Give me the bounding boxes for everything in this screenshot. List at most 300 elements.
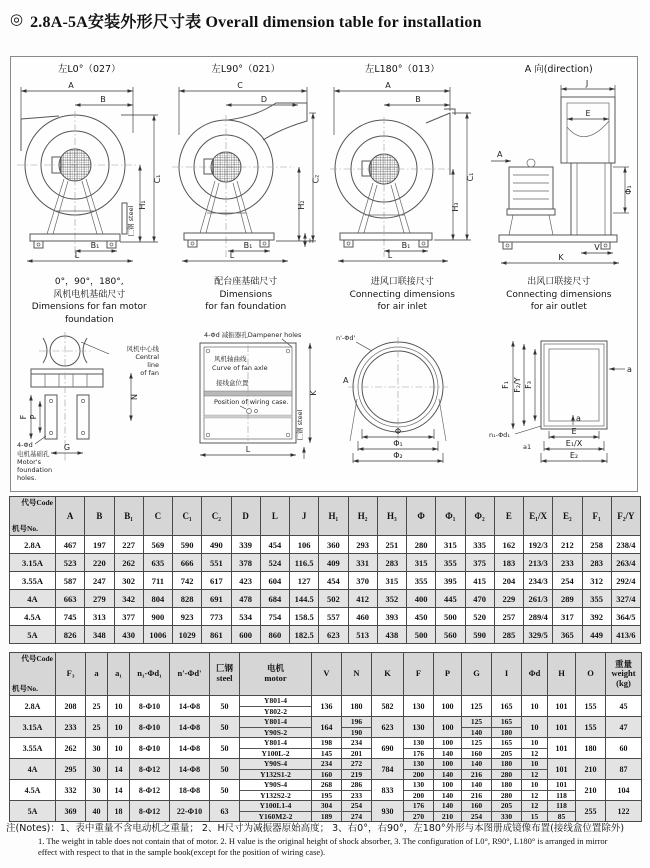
motor-holes-label: 电机基础孔	[17, 450, 50, 458]
stacked-values	[522, 780, 547, 800]
table2-cell: 60	[606, 738, 642, 759]
stacked-values	[462, 801, 491, 821]
column-header-line: H₂	[357, 510, 368, 521]
table1-cell: 283	[377, 554, 406, 572]
column-header-line: J	[301, 510, 307, 521]
stacked-value: 130	[412, 759, 425, 768]
table2-cell	[312, 759, 342, 780]
table2-cell: 22-Φ10	[170, 801, 210, 822]
table1-cell: 315	[407, 554, 436, 572]
table2-cell	[548, 801, 576, 822]
table1-cell: 327/4	[611, 590, 640, 608]
dim-label: A	[496, 150, 503, 159]
table1-column-header	[173, 497, 202, 536]
table2-cell	[492, 738, 522, 759]
table1-cell: 247	[85, 572, 114, 590]
column-header-line: Φd	[528, 668, 541, 679]
table1-cell: 212	[553, 536, 582, 554]
drawing-cell-A-direction	[481, 57, 638, 269]
table2-cell	[434, 780, 462, 801]
table2-cell: 165	[492, 696, 522, 717]
table1-cell: 106	[290, 536, 319, 554]
table1-row-code: 4.5A	[10, 608, 56, 626]
table2-cell	[404, 738, 434, 759]
column-header-line: weight	[611, 668, 636, 679]
motor-holes-label: 4-Φd	[17, 441, 33, 449]
table1-cell: 445	[436, 590, 465, 608]
stacked-value: 234	[350, 738, 363, 747]
dim-label: L	[75, 251, 80, 260]
table2-cell	[548, 780, 576, 801]
table1-cell: 197	[85, 536, 114, 554]
table2-row-code: 3.15A	[10, 717, 56, 738]
stacked-value: 304	[320, 801, 333, 810]
table2-cell: 14	[108, 759, 130, 780]
table1-column-header	[407, 497, 436, 536]
table2-cell	[342, 780, 372, 801]
stacked-value: 140	[434, 748, 461, 759]
stacked-value: 12	[522, 769, 547, 780]
table2-column-header	[434, 653, 462, 696]
table1-cell: 590	[173, 536, 202, 554]
caption-row	[11, 269, 637, 329]
table1-cell: 860	[260, 626, 289, 644]
table1-cell: 467	[56, 536, 85, 554]
table2-cell: 582	[372, 696, 404, 717]
table2-cell	[522, 759, 548, 780]
notes	[6, 820, 646, 857]
table1-cell: 826	[56, 626, 85, 644]
stacked-value: 234	[320, 759, 333, 768]
stacked-value: 15	[522, 811, 547, 822]
table1-cell: 317	[553, 608, 582, 626]
table2-cell: 8-Φ12	[130, 780, 170, 801]
stacked-values	[492, 780, 521, 800]
table2-column-header	[342, 653, 372, 696]
table1-cell: 302	[114, 572, 143, 590]
table1-column-header	[436, 497, 465, 536]
stacked-values	[434, 801, 461, 821]
dim-label: F	[19, 414, 29, 420]
table2-row	[10, 696, 642, 717]
table1-cell: 449	[582, 626, 611, 644]
table2-column-header	[404, 653, 434, 696]
stacked-values	[404, 759, 433, 779]
page-title-text: 2.8A-5A安装外形尺寸表 Overall dimension table for installation	[30, 14, 482, 31]
table2-cell: 690	[372, 738, 404, 759]
table2-cell	[492, 801, 522, 822]
table2-cell	[434, 759, 462, 780]
table1-cell: 158.5	[290, 608, 319, 626]
table1-row-code: 2.8A	[10, 536, 56, 554]
corner-no-label: 机号No.	[12, 523, 39, 533]
stacked-value: 180	[492, 727, 521, 738]
table2-cell: 45	[606, 696, 642, 717]
stacked-values	[434, 780, 461, 800]
stacked-value: Y160M2-2	[240, 811, 311, 822]
table1-cell: 478	[231, 590, 260, 608]
table1-cell: 192/3	[524, 536, 553, 554]
table1-cell: 861	[202, 626, 231, 644]
stacked-values	[240, 759, 311, 779]
drawings-panel	[10, 56, 638, 492]
column-header-line: 匚钢	[215, 663, 233, 674]
table1-cell: 617	[202, 572, 231, 590]
table1-cell: 454	[319, 572, 348, 590]
stacked-value: 130	[412, 738, 425, 747]
steel-label: 匚钢 steel	[295, 409, 304, 441]
table1-cell: 285	[494, 626, 523, 644]
table1-cell: 409	[319, 554, 348, 572]
stacked-values	[342, 780, 371, 800]
table1-cell: 342	[114, 590, 143, 608]
column-header-line: K	[384, 668, 391, 679]
table2-cell	[434, 738, 462, 759]
stacked-value: Y801-4	[264, 738, 287, 747]
caption-line: Dimensions for fan motor foundation	[31, 302, 147, 325]
table1-cell: 413/6	[611, 626, 640, 644]
dim-label: D	[260, 95, 267, 104]
table1-cell: 329/5	[524, 626, 553, 644]
dim-label: C	[236, 81, 243, 90]
caption-line: 出风口联接尺寸	[527, 277, 591, 287]
stacked-value: 286	[350, 780, 363, 789]
drawing-title-L90: 左L90°（021）	[211, 64, 281, 75]
stacked-value: 190	[342, 727, 371, 738]
column-header-line: H	[558, 668, 565, 679]
table1-row	[10, 554, 641, 572]
stacked-value: 270	[404, 811, 433, 822]
table2-cell	[462, 780, 492, 801]
column-header-line: Φ₂	[474, 510, 485, 521]
inlet-holes-label: n'-Φd'	[336, 334, 356, 342]
stacked-values	[522, 738, 547, 758]
table1-row-code: 3.55A	[10, 572, 56, 590]
centerline-label: 风机中心线	[126, 345, 160, 353]
table1-cell: 395	[436, 572, 465, 590]
table1-cell: 590	[465, 626, 494, 644]
drawings-row-2	[11, 329, 637, 489]
table1-column-header	[611, 497, 640, 536]
table2-cell: 784	[372, 759, 404, 780]
stacked-values	[462, 759, 491, 779]
table1-cell: 262	[114, 554, 143, 572]
table2-row	[10, 717, 642, 738]
table2-cell: 262	[56, 738, 86, 759]
dim-label: F₁	[500, 381, 510, 389]
page-title	[0, 0, 650, 32]
stacked-value: 12	[530, 801, 539, 810]
table2-row-code: 5A	[10, 801, 56, 822]
table1-cell: 604	[260, 572, 289, 590]
table2-cell	[522, 738, 548, 759]
table2-cell: 100	[434, 696, 462, 717]
table1-cell: 261/3	[524, 590, 553, 608]
dim-label: L	[229, 251, 234, 260]
drawing-cell-air-inlet	[324, 329, 481, 489]
table2-cell: 136	[312, 696, 342, 717]
table2-header-row	[10, 653, 642, 696]
stacked-value: 130	[412, 780, 425, 789]
stacked-value: 272	[350, 759, 363, 768]
table2-cell: 50	[210, 759, 240, 780]
caption-line: Dimensions	[219, 289, 273, 300]
table1-column-header	[260, 497, 289, 536]
caption-line: 进风口联接尺寸	[370, 277, 434, 287]
table2-cell: 25	[86, 696, 108, 717]
column-header-line: steel	[216, 673, 233, 683]
table2-cell	[342, 801, 372, 822]
table2-cell	[312, 738, 342, 759]
table1-column-header	[465, 497, 494, 536]
table1-cell: 500	[436, 608, 465, 626]
table2-column-header	[312, 653, 342, 696]
table2-cell: 30	[86, 780, 108, 801]
caption-motor-foundation	[11, 269, 168, 329]
motor-holes-label: Motor's	[17, 458, 42, 466]
table2-cell	[404, 780, 434, 801]
table2-cell	[240, 717, 312, 738]
stacked-value: 254	[462, 811, 491, 822]
table1-cell: 412	[348, 590, 377, 608]
table1-cell: 355	[436, 554, 465, 572]
drawing-cell-fan-foundation	[168, 329, 325, 489]
table2-cell: 50	[210, 780, 240, 801]
wiring-case-label: 接线盒位置	[215, 379, 249, 387]
dim-label: G	[64, 443, 71, 452]
table2-cell: 14-Φ8	[170, 759, 210, 780]
dim-label: B₁	[401, 241, 411, 250]
stacked-values	[240, 696, 311, 716]
table1-cell: 804	[143, 590, 172, 608]
table1-cell: 283	[582, 554, 611, 572]
dim-label: C₁	[466, 172, 476, 182]
dim-label: F₂/Y	[512, 377, 522, 393]
table1-cell: 524	[260, 554, 289, 572]
column-header-line: C	[154, 510, 162, 521]
stacked-value: Y90S-2	[240, 727, 311, 738]
table1-cell: 587	[56, 572, 85, 590]
table1-cell: 569	[143, 536, 172, 554]
stacked-value: Y90S-4	[263, 759, 288, 768]
stacked-value: 216	[462, 769, 491, 780]
table2-cell: 155	[576, 696, 606, 717]
drawing-motor-foundation	[13, 329, 165, 487]
table1-row	[10, 626, 641, 644]
column-header-line: V	[323, 668, 330, 679]
drawing-cell-air-outlet	[481, 329, 638, 489]
column-header-line: F₃	[66, 668, 75, 679]
table2-cell	[522, 801, 548, 822]
table2-cell: 833	[372, 780, 404, 801]
table1-cell: 828	[173, 590, 202, 608]
table2-cell: 255	[576, 801, 606, 822]
stacked-values	[492, 717, 521, 737]
caption-line: 0°，90°，180°,	[54, 277, 124, 287]
dim-label: a	[626, 365, 632, 374]
table1-cell: 182.5	[290, 626, 319, 644]
stacked-value: 160	[312, 769, 341, 780]
table1-cell: 377	[114, 608, 143, 626]
dim-label: B	[100, 95, 106, 104]
table1-cell: 116.5	[290, 554, 319, 572]
table1-cell: 315	[377, 572, 406, 590]
table1-cell: 312	[582, 572, 611, 590]
table1-cell: 378	[231, 554, 260, 572]
table1-cell: 430	[114, 626, 143, 644]
table1-cell: 666	[173, 554, 202, 572]
table1-cell: 315	[436, 536, 465, 554]
table1-cell: 352	[377, 590, 406, 608]
table1-cell: 470	[465, 590, 494, 608]
table2-cell: 295	[56, 759, 86, 780]
table1-column-header	[348, 497, 377, 536]
table1-column-header	[290, 497, 319, 536]
table1-cell: 711	[143, 572, 172, 590]
table1-cell: 438	[377, 626, 406, 644]
table2-cell: 8-Φ12	[130, 759, 170, 780]
stacked-value: 160	[470, 801, 483, 810]
table1-cell: 127	[290, 572, 319, 590]
stacked-value: 180	[500, 759, 513, 768]
stacked-values	[312, 759, 341, 779]
dim-label: Φ	[395, 427, 402, 436]
caption-fan-foundation	[168, 269, 325, 329]
stacked-values	[522, 801, 547, 821]
table1-cell: 520	[465, 608, 494, 626]
table2-cell: 104	[606, 780, 642, 801]
notes-chinese: 注(Notes)：1、表中重量不含电动机之重量； 2、H尺寸为减振器原始高度； 3、右0°，右90°，左180°外形与本图册成镜像布置(接线盒位置除外)	[6, 823, 625, 834]
table1-column-header	[56, 497, 85, 536]
stacked-values	[492, 759, 521, 779]
stacked-values	[342, 738, 371, 758]
drawing-title-A-direction: A 向(direction)	[524, 64, 593, 75]
stacked-value: 330	[492, 811, 521, 822]
dim-label: C₁	[153, 174, 163, 184]
table1-cell: 220	[85, 554, 114, 572]
table2-cell: 30	[86, 759, 108, 780]
caption-air-inlet	[324, 269, 481, 329]
stacked-value: 140	[470, 780, 483, 789]
table1-cell: 557	[319, 608, 348, 626]
column-header-line: G	[473, 668, 480, 679]
stacked-values	[240, 717, 311, 737]
stacked-value: Y90S-4	[263, 780, 288, 789]
table2-cell	[434, 801, 462, 822]
stacked-values	[548, 780, 575, 800]
table1-cell: 600	[231, 626, 260, 644]
stacked-value: 160	[462, 748, 491, 759]
table1-column-header	[143, 497, 172, 536]
table2-cell	[462, 738, 492, 759]
stacked-value: 196	[350, 717, 363, 726]
table2-cell	[492, 759, 522, 780]
table2-cell	[342, 738, 372, 759]
table1-cell: 923	[173, 608, 202, 626]
table2-cell	[240, 801, 312, 822]
dim-label: a	[575, 414, 581, 423]
stacked-value: Y801-4	[264, 717, 287, 726]
column-header-line: O	[587, 668, 594, 679]
caption-line: for fan foundation	[205, 302, 287, 313]
table2-cell: 25	[86, 717, 108, 738]
stacked-values	[240, 801, 311, 821]
centerline-label: Central	[135, 353, 160, 361]
stacked-values	[240, 738, 311, 758]
column-header-line: Φ₁	[445, 510, 456, 521]
drawing-air-inlet	[326, 329, 478, 487]
table2-cell	[312, 780, 342, 801]
stacked-values	[434, 738, 461, 758]
table2-column-header	[170, 653, 210, 696]
centerline-label: line	[147, 361, 160, 369]
caption-line: 配台座基础尺寸	[214, 277, 278, 287]
column-header-line: 电机	[266, 663, 284, 674]
stacked-value: 140	[434, 790, 461, 801]
stacked-value: 176	[404, 748, 433, 759]
fan-axle-label: 风机轴曲线	[213, 355, 247, 363]
table2-cell	[492, 717, 522, 738]
column-header-line: E₂	[563, 510, 572, 521]
dim-label: A	[343, 376, 349, 385]
dim-label: H₁	[138, 200, 148, 210]
table1-cell: 233	[553, 554, 582, 572]
table1-cell: 335	[465, 536, 494, 554]
table1-cell: 551	[202, 554, 231, 572]
table1-row	[10, 608, 641, 626]
stacked-values	[312, 738, 341, 758]
table1-cell: 238/4	[611, 536, 640, 554]
stacked-value: 205	[492, 748, 521, 759]
dim-label: H₃	[451, 202, 461, 212]
stacked-values	[240, 780, 311, 800]
notes-english: 1. The weight in table does not contain that of motor. 2. H value is the original height of shock absorber, 3. The configuration of L0°, R90°, L180° is arranged in mirror effect with respect to that in the sample book(except for the position of wiring case).	[38, 836, 608, 857]
table2-cell: 233	[56, 717, 86, 738]
table1-cell: 339	[231, 536, 260, 554]
stacked-values	[342, 801, 371, 821]
column-header-line: C₁	[182, 510, 192, 521]
table2-cell	[404, 759, 434, 780]
stacked-value: 125	[470, 717, 483, 726]
stacked-value: 216	[462, 790, 491, 801]
table2-cell: 18	[108, 801, 130, 822]
column-header-line: P	[444, 668, 451, 679]
table2-cell	[492, 780, 522, 801]
table1-column-header	[231, 497, 260, 536]
table1-cell: 450	[407, 608, 436, 626]
dim-label: Φ₁	[623, 185, 633, 195]
caption-air-outlet	[481, 269, 638, 329]
stacked-value: 195	[312, 790, 341, 801]
table2-corner	[10, 653, 56, 696]
dim-label: E	[585, 109, 591, 118]
table1-cell: 360	[319, 536, 348, 554]
table2-cell: 101	[548, 696, 576, 717]
table2-cell: 210	[576, 780, 606, 801]
column-header-line: H₁	[328, 510, 339, 521]
dim-label: K	[308, 390, 318, 396]
table1-cell: 251	[377, 536, 406, 554]
column-header-line: a₁	[115, 668, 122, 679]
table1-column-header	[553, 497, 582, 536]
caption-line: for air inlet	[377, 302, 428, 313]
table2-column-header	[108, 653, 130, 696]
table1-cell: 423	[231, 572, 260, 590]
outlet-holes-label: n₁-Φd₁	[488, 431, 510, 439]
column-header-line: C₂	[211, 510, 221, 521]
dim-label: L	[245, 445, 250, 454]
caption-line: Connecting dimensions	[506, 289, 612, 300]
